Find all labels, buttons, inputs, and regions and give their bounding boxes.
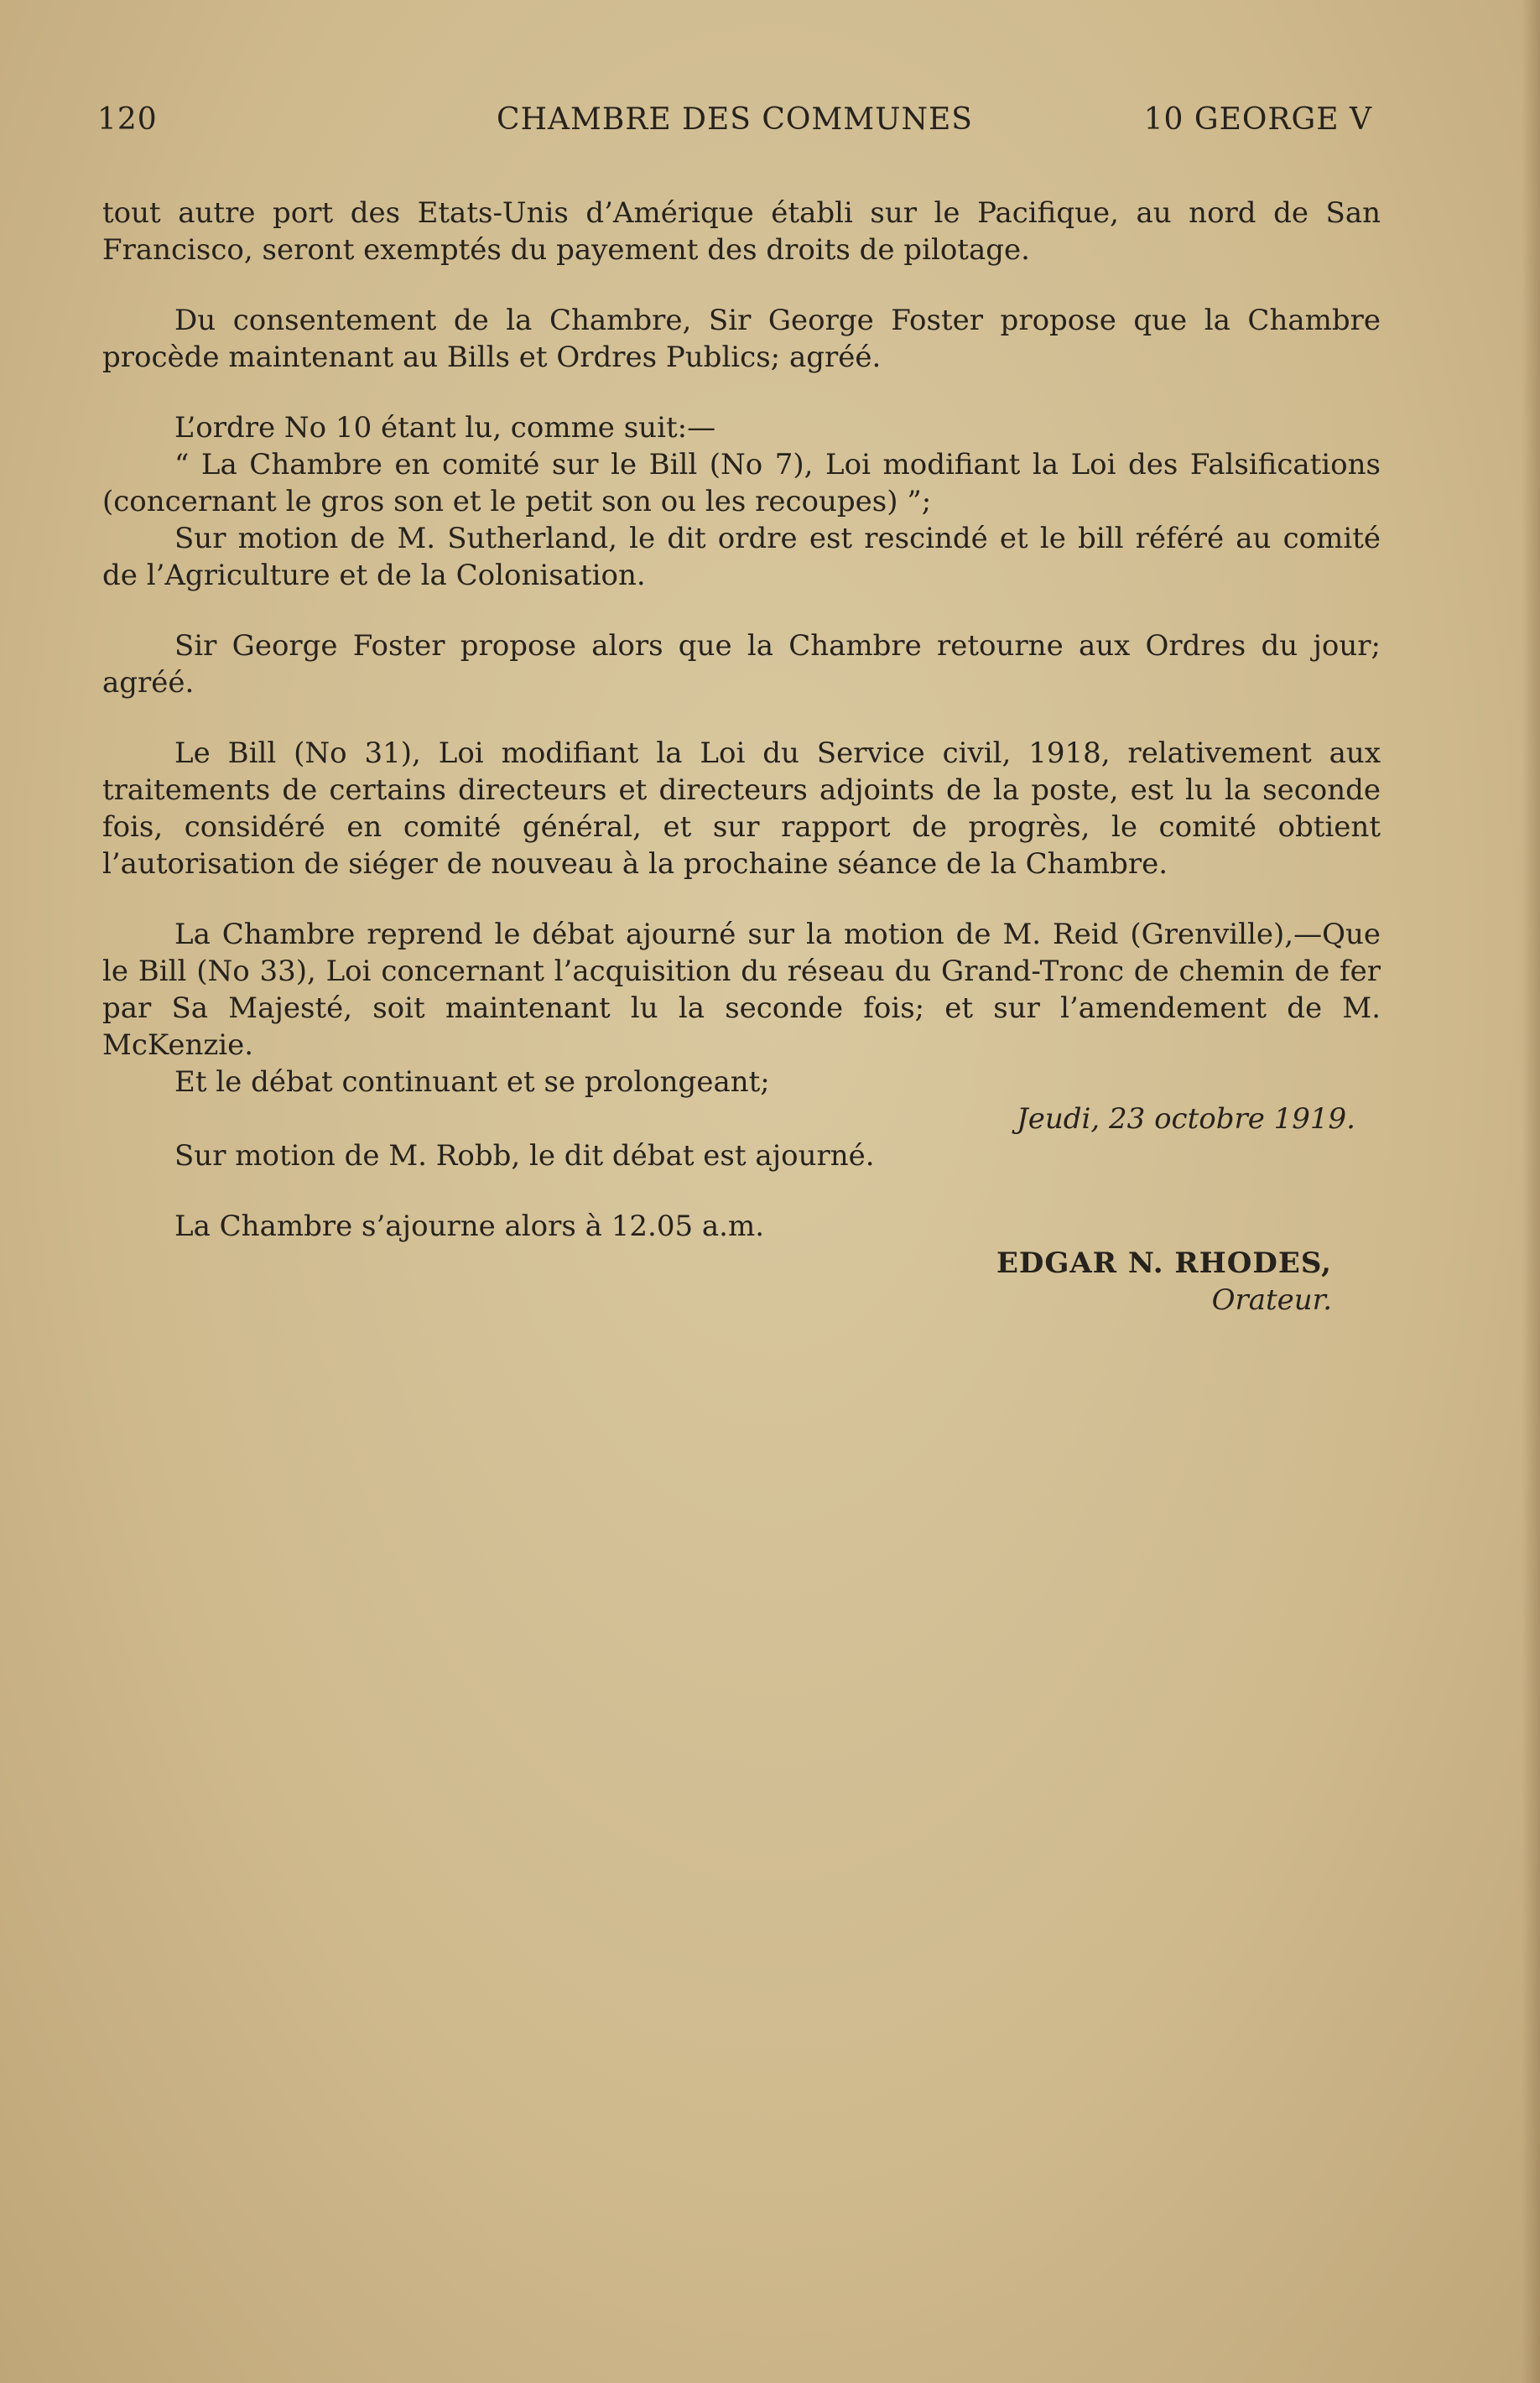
paragraph-order-quote: “ La Chambre en comité sur le Bill (No 7), Loi modifiant la Loi des Falsifications (concernant le gros son et le petit son ou les recoupes) ”;: [102, 448, 1381, 518]
paragraph-debate-resumed: La Chambre reprend le débat ajourné sur la motion de M. Reid (Grenville),—Que le Bill (No 33), Loi concernant l’acquisition du réseau du Grand-Tronc de chemin de fer par Sa Majesté, soit maintenant lu la seconde fois; et sur l’amendement de M. McKenzie.: [102, 918, 1381, 1062]
signature-name: EDGAR N. RHODES,: [996, 1246, 1332, 1280]
running-title: CHAMBRE DES COMMUNES: [497, 102, 973, 137]
paragraph-bill-31: Le Bill (No 31), Loi modifiant la Loi du Service civil, 1918, relativement aux traitements de certains directeurs et directeurs adjoints de la poste, est lu la seconde fois, considéré en comité général, et sur rapport de progrès, le comité obtient l’autorisation de siéger de nouveau à la prochaine séance de la Chambre.: [102, 736, 1381, 881]
paragraph-sutherland-motion: Sur motion de M. Sutherland, le dit ordre est rescindé et le bill référé au comité de l’Agriculture et de la Colonisation.: [102, 522, 1381, 592]
page-edge-shadow: [1522, 0, 1540, 2383]
signature-title-line: [102, 1282, 1381, 1319]
paragraph-adjournment: La Chambre s’ajourne alors à 12.05 a.m.: [174, 1210, 765, 1243]
paragraph-order-read: L’ordre No 10 étant lu, comme suit:—: [174, 411, 716, 445]
reign-label: 10 GEORGE V: [1143, 102, 1372, 137]
page-number: 120: [97, 102, 158, 137]
signature-line: [102, 1245, 1381, 1282]
paragraph-robb-motion: Sur motion de M. Robb, le dit débat est ajourné.: [174, 1139, 875, 1173]
sitting-date: Jeudi, 23 octobre 1919.: [1017, 1102, 1355, 1136]
paragraph-debate-continuing: Et le débat continuant et se prolongeant;: [174, 1065, 770, 1099]
page-header: [97, 102, 1372, 153]
paragraph-continuation: tout autre port des Etats-Unis d’Amérique établi sur le Pacifique, au nord de San Francisco, seront exemptés du payement des droits de pilotage.: [102, 196, 1381, 267]
page-body: [102, 195, 1381, 1319]
signature-title: Orateur.: [1211, 1283, 1332, 1317]
date-line: [102, 1100, 1381, 1137]
paragraph-foster-return: Sir George Foster propose alors que la Chambre retourne aux Ordres du jour; agréé.: [102, 629, 1381, 700]
paragraph-consent: Du consentement de la Chambre, Sir George Foster propose que la Chambre procède maintenant au Bills et Ordres Publics; agréé.: [102, 304, 1381, 374]
